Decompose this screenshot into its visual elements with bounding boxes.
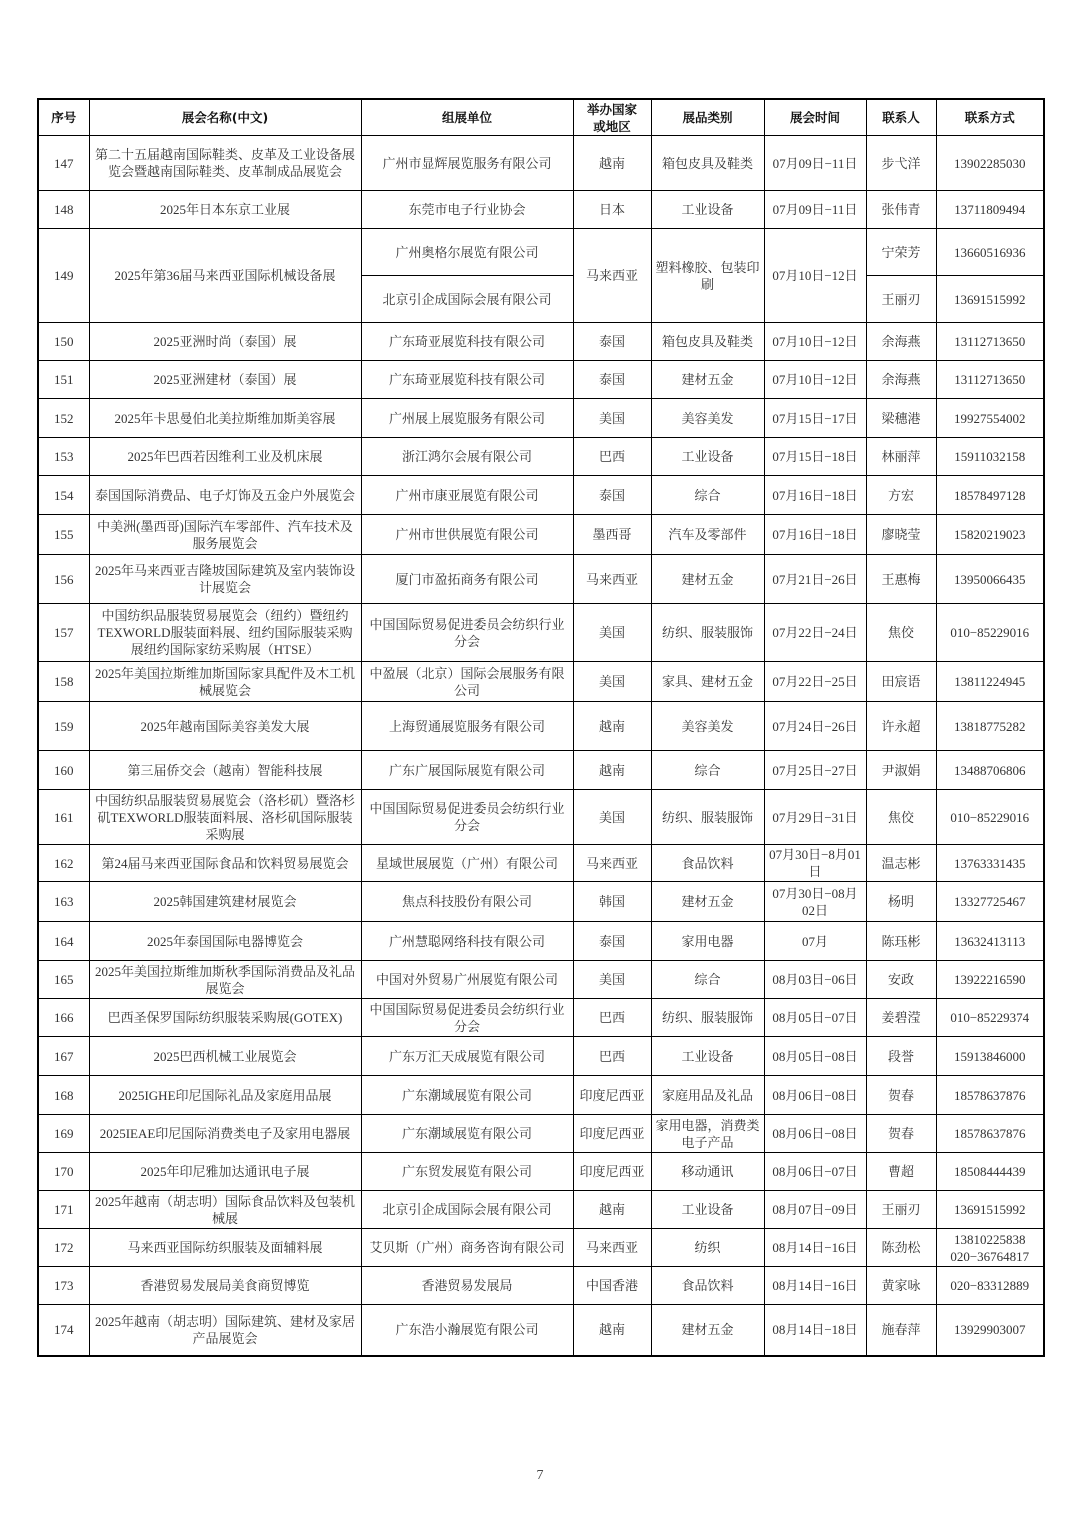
exhibition-name: 第二十五届越南国际鞋类、皮革及工业设备展览会暨越南国际鞋类、皮革制成品展览会 <box>89 136 361 191</box>
exhibition-date: 07月10日−12日 <box>764 229 866 323</box>
contact-phone: 13327725467 <box>936 882 1044 922</box>
exhibition-name: 第三届侨交会（越南）智能科技展 <box>89 751 361 790</box>
exhibition-name: 第24届马来西亚国际食品和饮料贸易展览会 <box>89 845 361 882</box>
table-row <box>38 136 1044 191</box>
contact-person: 段誉 <box>866 1037 936 1076</box>
category: 食品饮料 <box>651 845 764 882</box>
category: 塑料橡胶、包装印刷 <box>651 229 764 323</box>
contact-person: 贺春 <box>866 1115 936 1153</box>
table-row <box>38 604 1044 662</box>
category: 综合 <box>651 961 764 999</box>
country: 巴西 <box>573 438 651 476</box>
contact-person: 林丽萍 <box>866 438 936 476</box>
exhibition-date: 08月06日−08日 <box>764 1076 866 1115</box>
contact-person: 梁穗港 <box>866 399 936 438</box>
contact-person: 尹淑娟 <box>866 751 936 790</box>
exhibition-date: 07月24日−26日 <box>764 702 866 751</box>
exhibition-date: 08月05日−08日 <box>764 1037 866 1076</box>
row-number: 170 <box>38 1153 89 1191</box>
row-number: 163 <box>38 882 89 922</box>
row-number: 171 <box>38 1191 89 1229</box>
table-row <box>38 399 1044 438</box>
country: 墨西哥 <box>573 515 651 555</box>
organizer: 广东潮域展览有限公司 <box>361 1076 573 1115</box>
contact-person: 安政 <box>866 961 936 999</box>
contact-phone: 13810225838 020−36764817 <box>936 1229 1044 1267</box>
exhibition-name: 2025亚洲建材（泰国）展 <box>89 361 361 399</box>
exhibition-name: 2025年印尼雅加达通讯电子展 <box>89 1153 361 1191</box>
contact-phone: 13660516936 <box>936 229 1044 276</box>
header-no: 序号 <box>38 99 89 136</box>
contact-phone: 13763331435 <box>936 845 1044 882</box>
exhibition-date: 07月10日−12日 <box>764 323 866 361</box>
contact-phone: 13691515992 <box>936 1191 1044 1229</box>
contact-person: 施春萍 <box>866 1305 936 1356</box>
table-row <box>38 882 1044 922</box>
exhibition-name: 2025年巴西若因维利工业及机床展 <box>89 438 361 476</box>
table-row <box>38 1267 1044 1305</box>
contact-person: 宁荣芳 <box>866 229 936 276</box>
organizer: 北京引企成国际会展有限公司 <box>361 276 573 323</box>
category: 家庭用品及礼品 <box>651 1076 764 1115</box>
exhibition-name: 泰国国际消费品、电子灯饰及五金户外展览会 <box>89 476 361 515</box>
category: 纺织、服装服饰 <box>651 999 764 1037</box>
contact-phone: 13818775282 <box>936 702 1044 751</box>
country: 美国 <box>573 790 651 845</box>
country: 越南 <box>573 136 651 191</box>
country: 越南 <box>573 1191 651 1229</box>
contact-person: 杨明 <box>866 882 936 922</box>
contact-phone: 18578497128 <box>936 476 1044 515</box>
header-category: 展品类别 <box>651 99 764 136</box>
country: 越南 <box>573 1305 651 1356</box>
category: 纺织、服装服饰 <box>651 790 764 845</box>
contact-phone: 15820219023 <box>936 515 1044 555</box>
contact-person: 焦佼 <box>866 790 936 845</box>
contact-person: 方宏 <box>866 476 936 515</box>
country: 韩国 <box>573 882 651 922</box>
row-number: 164 <box>38 922 89 961</box>
contact-phone: 13691515992 <box>936 276 1044 323</box>
country: 印度尼西亚 <box>573 1076 651 1115</box>
contact-person: 余海燕 <box>866 361 936 399</box>
table-row <box>38 1115 1044 1153</box>
contact-phone: 19927554002 <box>936 399 1044 438</box>
table-row <box>38 1305 1044 1356</box>
category: 家用电器 <box>651 922 764 961</box>
table-row <box>38 922 1044 961</box>
contact-person: 黄家咏 <box>866 1267 936 1305</box>
organizer: 星域世展展览（广州）有限公司 <box>361 845 573 882</box>
country: 印度尼西亚 <box>573 1153 651 1191</box>
contact-person: 焦佼 <box>866 604 936 662</box>
table-row <box>38 751 1044 790</box>
exhibition-date: 08月14日−16日 <box>764 1267 866 1305</box>
organizer: 广州展上展览服务有限公司 <box>361 399 573 438</box>
exhibition-name: 中美洲(墨西哥)国际汽车零部件、汽车技术及服务展览会 <box>89 515 361 555</box>
exhibition-date: 07月29日−31日 <box>764 790 866 845</box>
exhibition-name: 2025年越南国际美容美发大展 <box>89 702 361 751</box>
table-row <box>38 702 1044 751</box>
row-number: 151 <box>38 361 89 399</box>
exhibition-date: 07月25日−27日 <box>764 751 866 790</box>
contact-person: 王惠梅 <box>866 555 936 604</box>
table-row <box>38 999 1044 1037</box>
exhibition-name: 2025年马来西亚吉隆坡国际建筑及室内装饰设计展览会 <box>89 555 361 604</box>
contact-phone: 15911032158 <box>936 438 1044 476</box>
exhibition-date: 07月30日−08月02日 <box>764 882 866 922</box>
category: 建材五金 <box>651 1305 764 1356</box>
organizer: 中国国际贸易促进委员会纺织行业分会 <box>361 999 573 1037</box>
contact-phone: 13922216590 <box>936 961 1044 999</box>
category: 汽车及零部件 <box>651 515 764 555</box>
organizer: 广州市显辉展览服务有限公司 <box>361 136 573 191</box>
organizer: 广州市康亚展览有限公司 <box>361 476 573 515</box>
contact-person: 王丽刃 <box>866 1191 936 1229</box>
contact-phone: 15913846000 <box>936 1037 1044 1076</box>
country: 巴西 <box>573 1037 651 1076</box>
row-number: 167 <box>38 1037 89 1076</box>
table-row <box>38 515 1044 555</box>
organizer: 中国国际贸易促进委员会纺织行业分会 <box>361 604 573 662</box>
contact-person: 温志彬 <box>866 845 936 882</box>
organizer: 中国国际贸易促进委员会纺织行业分会 <box>361 790 573 845</box>
exhibition-name: 2025年越南（胡志明）国际建筑、建材及家居产品展览会 <box>89 1305 361 1356</box>
exhibition-name: 巴西圣保罗国际纺织服装采购展(GOTEX) <box>89 999 361 1037</box>
exhibition-date: 07月 <box>764 922 866 961</box>
page-number: 7 <box>536 1468 544 1483</box>
organizer: 东莞市电子行业协会 <box>361 191 573 229</box>
organizer: 广东贸发展览有限公司 <box>361 1153 573 1191</box>
exhibition-date: 08月06日−07日 <box>764 1153 866 1191</box>
organizer: 中盈展（北京）国际会展服务有限公司 <box>361 662 573 702</box>
exhibition-date: 08月14日−18日 <box>764 1305 866 1356</box>
table-body <box>38 136 1044 1356</box>
row-number: 147 <box>38 136 89 191</box>
exhibition-date: 08月06日−08日 <box>764 1115 866 1153</box>
organizer: 广州奥格尔展览有限公司 <box>361 229 573 276</box>
exhibition-date: 08月05日−07日 <box>764 999 866 1037</box>
row-number: 158 <box>38 662 89 702</box>
header-date: 展会时间 <box>764 99 866 136</box>
category: 美容美发 <box>651 399 764 438</box>
row-number: 152 <box>38 399 89 438</box>
organizer: 北京引企成国际会展有限公司 <box>361 1191 573 1229</box>
organizer: 香港贸易发展局 <box>361 1267 573 1305</box>
exhibition-name: 2025年第36届马来西亚国际机械设备展 <box>89 229 361 323</box>
header-country: 举办国家或地区 <box>573 99 651 136</box>
country: 马来西亚 <box>573 1229 651 1267</box>
organizer: 厦门市盈拓商务有限公司 <box>361 555 573 604</box>
row-number: 174 <box>38 1305 89 1356</box>
organizer: 广东琦亚展览科技有限公司 <box>361 361 573 399</box>
row-number: 153 <box>38 438 89 476</box>
row-number: 173 <box>38 1267 89 1305</box>
row-number: 166 <box>38 999 89 1037</box>
row-number: 169 <box>38 1115 89 1153</box>
exhibition-date: 07月21日−26日 <box>764 555 866 604</box>
table-row <box>38 229 1044 276</box>
category: 综合 <box>651 751 764 790</box>
organizer: 广东万汇天成展览有限公司 <box>361 1037 573 1076</box>
row-number: 165 <box>38 961 89 999</box>
row-number: 159 <box>38 702 89 751</box>
contact-person: 王丽刃 <box>866 276 936 323</box>
contact-phone: 010−85229016 <box>936 790 1044 845</box>
table-row <box>38 438 1044 476</box>
category: 箱包皮具及鞋类 <box>651 136 764 191</box>
country: 日本 <box>573 191 651 229</box>
exhibition-date: 07月30日−8月01日 <box>764 845 866 882</box>
exhibition-name: 2025年越南（胡志明）国际食品饮料及包装机械展 <box>89 1191 361 1229</box>
exhibition-name: 中国纺织品服装贸易展览会（纽约）暨纽约TEXWORLD服装面料展、纽约国际服装采购展纽约国际家纺采购展（HTSE） <box>89 604 361 662</box>
country: 马来西亚 <box>573 229 651 323</box>
country: 巴西 <box>573 999 651 1037</box>
organizer: 上海贸通展览服务有限公司 <box>361 702 573 751</box>
category: 工业设备 <box>651 438 764 476</box>
category: 箱包皮具及鞋类 <box>651 323 764 361</box>
table-row <box>38 1153 1044 1191</box>
row-number: 149 <box>38 229 89 323</box>
exhibition-name: 2025年日本东京工业展 <box>89 191 361 229</box>
row-number: 160 <box>38 751 89 790</box>
table-row <box>38 1229 1044 1267</box>
contact-phone: 18578637876 <box>936 1076 1044 1115</box>
organizer: 广州市世供展览有限公司 <box>361 515 573 555</box>
contact-person: 姜碧滢 <box>866 999 936 1037</box>
country: 印度尼西亚 <box>573 1115 651 1153</box>
category: 建材五金 <box>651 555 764 604</box>
organizer: 广州慧聪网络科技有限公司 <box>361 922 573 961</box>
header-phone: 联系方式 <box>936 99 1044 136</box>
table-row <box>38 555 1044 604</box>
category: 综合 <box>651 476 764 515</box>
exhibition-date: 08月14日−16日 <box>764 1229 866 1267</box>
exhibition-name: 2025IEAE印尼国际消费类电子及家用电器展 <box>89 1115 361 1153</box>
table-row <box>38 961 1044 999</box>
contact-phone: 18578637876 <box>936 1115 1044 1153</box>
organizer: 中国对外贸易广州展览有限公司 <box>361 961 573 999</box>
header-contact: 联系人 <box>866 99 936 136</box>
category: 工业设备 <box>651 191 764 229</box>
row-number: 154 <box>38 476 89 515</box>
exhibition-name: 2025年卡思曼伯北美拉斯维加斯美容展 <box>89 399 361 438</box>
exhibition-name: 2025巴西机械工业展览会 <box>89 1037 361 1076</box>
category: 纺织 <box>651 1229 764 1267</box>
contact-person: 陈珏彬 <box>866 922 936 961</box>
category: 家用电器，消费类电子产品 <box>651 1115 764 1153</box>
contact-phone: 010−85229016 <box>936 604 1044 662</box>
contact-phone: 13929903007 <box>936 1305 1044 1356</box>
header-organizer: 组展单位 <box>361 99 573 136</box>
exhibition-date: 07月09日−11日 <box>764 191 866 229</box>
category: 建材五金 <box>651 361 764 399</box>
exhibition-date: 07月10日−12日 <box>764 361 866 399</box>
exhibition-name: 2025年美国拉斯维加斯秋季国际消费品及礼品展览会 <box>89 961 361 999</box>
table-row <box>38 1191 1044 1229</box>
category: 美容美发 <box>651 702 764 751</box>
exhibition-date: 08月03日−06日 <box>764 961 866 999</box>
header-name: 展会名称(中文) <box>89 99 361 136</box>
country: 泰国 <box>573 922 651 961</box>
category: 家具、建材五金 <box>651 662 764 702</box>
exhibition-name: 2025IGHE印尼国际礼品及家庭用品展 <box>89 1076 361 1115</box>
row-number: 161 <box>38 790 89 845</box>
table-row <box>38 790 1044 845</box>
row-number: 148 <box>38 191 89 229</box>
country: 中国香港 <box>573 1267 651 1305</box>
table-row <box>38 361 1044 399</box>
row-number: 172 <box>38 1229 89 1267</box>
exhibition-date: 07月15日−18日 <box>764 438 866 476</box>
exhibition-name: 香港贸易发展局美食商贸博览 <box>89 1267 361 1305</box>
contact-person: 陈劲松 <box>866 1229 936 1267</box>
header-row <box>38 99 1044 136</box>
country: 泰国 <box>573 476 651 515</box>
exhibition-name: 2025亚洲时尚（泰国）展 <box>89 323 361 361</box>
row-number: 150 <box>38 323 89 361</box>
contact-person: 张伟青 <box>866 191 936 229</box>
table-row <box>38 191 1044 229</box>
organizer: 广东广展国际展览有限公司 <box>361 751 573 790</box>
exhibition-table <box>37 98 1045 1357</box>
row-number: 156 <box>38 555 89 604</box>
contact-person: 廖晓莹 <box>866 515 936 555</box>
category: 工业设备 <box>651 1037 764 1076</box>
contact-phone: 13811224945 <box>936 662 1044 702</box>
category: 工业设备 <box>651 1191 764 1229</box>
organizer: 艾贝斯（广州）商务咨询有限公司 <box>361 1229 573 1267</box>
category: 纺织、服装服饰 <box>651 604 764 662</box>
exhibition-name: 2025韩国建筑建材展览会 <box>89 882 361 922</box>
organizer: 广东琦亚展览科技有限公司 <box>361 323 573 361</box>
table-row <box>38 1076 1044 1115</box>
table-row <box>38 323 1044 361</box>
row-number: 162 <box>38 845 89 882</box>
exhibition-date: 07月09日−11日 <box>764 136 866 191</box>
exhibition-date: 07月22日−25日 <box>764 662 866 702</box>
organizer: 浙江鸿尔会展有限公司 <box>361 438 573 476</box>
table-row <box>38 1037 1044 1076</box>
contact-phone: 13711809494 <box>936 191 1044 229</box>
exhibition-name: 2025年泰国国际电器博览会 <box>89 922 361 961</box>
country: 美国 <box>573 604 651 662</box>
exhibition-date: 07月16日−18日 <box>764 476 866 515</box>
contact-phone: 010−85229374 <box>936 999 1044 1037</box>
country: 马来西亚 <box>573 845 651 882</box>
contact-phone: 13950066435 <box>936 555 1044 604</box>
contact-person: 步弋洋 <box>866 136 936 191</box>
contact-phone: 13488706806 <box>936 751 1044 790</box>
exhibition-date: 08月07日−09日 <box>764 1191 866 1229</box>
exhibition-name: 马来西亚国际纺织服装及面辅料展 <box>89 1229 361 1267</box>
exhibition-date: 07月16日−18日 <box>764 515 866 555</box>
contact-phone: 18508444439 <box>936 1153 1044 1191</box>
contact-phone: 13632413113 <box>936 922 1044 961</box>
country: 越南 <box>573 751 651 790</box>
table-row <box>38 476 1044 515</box>
category: 移动通讯 <box>651 1153 764 1191</box>
category: 建材五金 <box>651 882 764 922</box>
row-number: 157 <box>38 604 89 662</box>
organizer: 广东浩小瀚展览有限公司 <box>361 1305 573 1356</box>
organizer: 广东潮域展览有限公司 <box>361 1115 573 1153</box>
contact-phone: 13112713650 <box>936 323 1044 361</box>
organizer: 焦点科技股份有限公司 <box>361 882 573 922</box>
contact-phone: 13902285030 <box>936 136 1044 191</box>
contact-phone: 020−83312889 <box>936 1267 1044 1305</box>
contact-person: 余海燕 <box>866 323 936 361</box>
exhibition-date: 07月15日−17日 <box>764 399 866 438</box>
contact-person: 许永超 <box>866 702 936 751</box>
exhibition-name: 中国纺织品服装贸易展览会（洛杉矶）暨洛杉矶TEXWORLD服装面料展、洛杉矶国际服装采购展 <box>89 790 361 845</box>
exhibition-date: 07月22日−24日 <box>764 604 866 662</box>
country: 美国 <box>573 399 651 438</box>
exhibition-name: 2025年美国拉斯维加斯国际家具配件及木工机械展览会 <box>89 662 361 702</box>
country: 美国 <box>573 662 651 702</box>
contact-person: 曹超 <box>866 1153 936 1191</box>
table-row <box>38 845 1044 882</box>
row-number: 155 <box>38 515 89 555</box>
contact-person: 田宸语 <box>866 662 936 702</box>
contact-person: 贺春 <box>866 1076 936 1115</box>
country: 越南 <box>573 702 651 751</box>
country: 泰国 <box>573 361 651 399</box>
contact-phone: 13112713650 <box>936 361 1044 399</box>
country: 马来西亚 <box>573 555 651 604</box>
country: 美国 <box>573 961 651 999</box>
category: 食品饮料 <box>651 1267 764 1305</box>
table-row <box>38 662 1044 702</box>
row-number: 168 <box>38 1076 89 1115</box>
country: 泰国 <box>573 323 651 361</box>
